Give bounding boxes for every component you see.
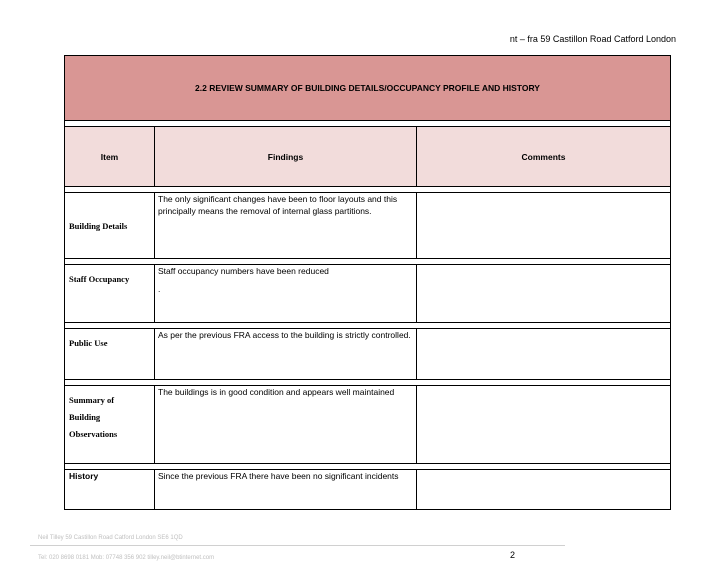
column-header-comments: Comments [417,127,671,187]
row-findings-extra: . [158,284,161,294]
row-comments [417,193,671,259]
table-row [65,329,671,380]
row-item-label: Public Use [69,338,108,348]
row-item-label: History [69,471,99,481]
row-item-label: Staff Occupancy [69,274,130,284]
row-item-label-line: Observations [69,429,118,439]
row-findings: As per the previous FRA access to the building is strictly controlled. [155,329,417,380]
table-row [65,265,671,323]
footer-address: Neil Tilley 59 Castillon Road Catford London SE6 1QD [38,535,183,541]
table-row [65,193,671,259]
table-row [65,386,671,464]
table-row [65,470,671,510]
row-item-label-line: Summary of [69,395,115,405]
row-findings: Since the previous FRA there have been no significant incidents [155,470,417,510]
row-item-label-line: Building [69,412,101,422]
row-comments [417,386,671,464]
row-item-label: Building Details [69,220,128,231]
row-comments [417,329,671,380]
footer-contact: Tel: 020 8698 0181 Mob: 07748 356 902 tilley.neil@btinternet.com [38,555,215,561]
review-summary-table [64,55,671,510]
row-comments [417,265,671,323]
page-header: nt – fra 59 Castillon Road Catford London [509,34,676,44]
row-findings: Staff occupancy numbers have been reduced [158,266,329,276]
column-header-findings: Findings [155,127,417,187]
table-title: 2.2 REVIEW SUMMARY OF BUILDING DETAILS/OCCUPANCY PROFILE AND HISTORY [65,56,671,121]
row-findings: The buildings is in good condition and appears well maintained [155,386,417,464]
column-header-row [65,127,671,187]
row-findings: The only significant changes have been to floor layouts and this principally means the removal of internal glass partitions. [155,193,417,259]
column-header-item: Item [65,127,155,187]
footer-divider [30,545,565,546]
row-comments [417,470,671,510]
page-number: 2 [510,550,516,560]
